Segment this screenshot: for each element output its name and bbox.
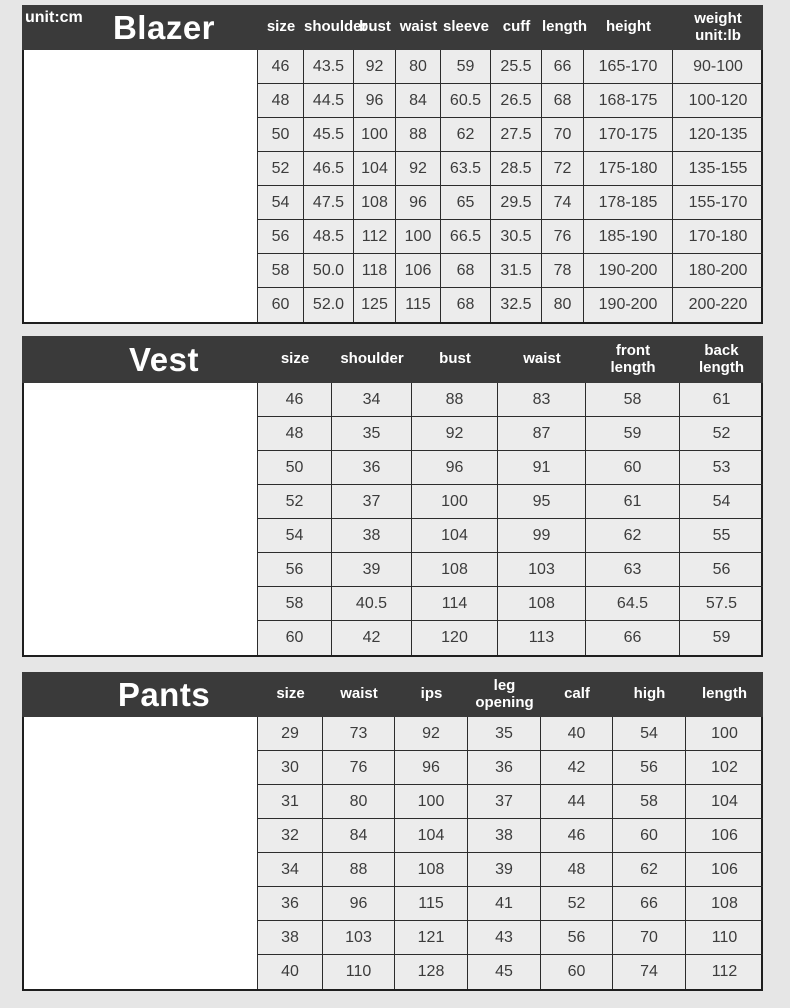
table-cell: 46 xyxy=(541,819,613,852)
table-cell: 114 xyxy=(412,587,498,620)
column-header-sleeve: sleeve xyxy=(443,18,489,36)
table-cell: 57.5 xyxy=(705,594,738,612)
table-cell: 102 xyxy=(711,758,738,776)
table-cell: 84 xyxy=(323,819,395,852)
table-cell: 190-200 xyxy=(584,254,673,287)
table-cell: 120 xyxy=(412,621,498,655)
table-cell: 99 xyxy=(498,519,586,552)
table-cell: 47.5 xyxy=(304,186,354,219)
column-header-cuff: cuff xyxy=(502,18,531,36)
table-row xyxy=(258,955,763,989)
table-row xyxy=(258,717,763,751)
column-header-waist: waist xyxy=(340,685,378,703)
table-cell: 60 xyxy=(258,288,304,322)
table-cell: 52 xyxy=(712,424,731,442)
table-row xyxy=(258,485,763,519)
table-cell: 95 xyxy=(498,485,586,518)
table-cell: 30.5 xyxy=(491,220,542,253)
table-cell: 100 xyxy=(711,724,738,742)
table-cell: 121 xyxy=(395,921,468,954)
table-cell: 36 xyxy=(258,887,323,920)
table-cell: 96 xyxy=(396,186,441,219)
table-cell: 43 xyxy=(468,921,541,954)
table-cell: 28.5 xyxy=(491,152,542,185)
table-cell: 108 xyxy=(412,553,498,586)
table-cell: 100 xyxy=(354,118,396,151)
table-cell: 68 xyxy=(441,288,491,322)
table-cell: 48 xyxy=(541,853,613,886)
table-cell: 83 xyxy=(498,383,586,416)
table-cell: 40 xyxy=(258,955,323,989)
table-cell: 100 xyxy=(412,485,498,518)
product-image-placeholder xyxy=(24,717,258,989)
table-cell: 125 xyxy=(354,288,396,322)
table-header xyxy=(22,5,763,50)
product-image-placeholder xyxy=(24,383,258,655)
table-cell: 48.5 xyxy=(304,220,354,253)
table-cell: 39 xyxy=(332,553,412,586)
table-cell: 100 xyxy=(395,785,468,818)
table-cell: 54 xyxy=(613,717,686,750)
product-image-placeholder xyxy=(24,50,258,322)
table-body xyxy=(258,50,763,322)
table-cell: 100 xyxy=(396,220,441,253)
table-row xyxy=(258,417,763,451)
table-cell: 88 xyxy=(323,853,395,886)
column-header-back: back length xyxy=(699,342,744,376)
table-cell: 135-155 xyxy=(688,159,748,177)
table-row xyxy=(258,383,763,417)
table-cell: 108 xyxy=(711,894,738,912)
table-cell: 48 xyxy=(258,417,332,450)
column-header-size: size xyxy=(276,685,305,703)
table-cell: 56 xyxy=(613,751,686,784)
table-body xyxy=(258,717,763,989)
table-cell: 25.5 xyxy=(491,50,542,83)
table-cell: 60 xyxy=(586,451,680,484)
table-cell: 92 xyxy=(396,152,441,185)
table-title: Blazer xyxy=(112,8,216,46)
table-cell: 60 xyxy=(541,955,613,989)
table-cell: 60.5 xyxy=(441,84,491,117)
table-row xyxy=(258,785,763,819)
column-header-length: length xyxy=(542,18,587,36)
table-cell: 96 xyxy=(412,451,498,484)
table-cell: 80 xyxy=(396,50,441,83)
column-header-length: length xyxy=(702,685,747,703)
table-cell: 104 xyxy=(395,819,468,852)
table-cell: 108 xyxy=(395,853,468,886)
table-cell: 180-200 xyxy=(688,261,748,279)
table-cell: 62 xyxy=(613,853,686,886)
pants-size-table xyxy=(22,672,763,991)
table-cell: 30 xyxy=(258,751,323,784)
column-header-shoulder: shoulder xyxy=(304,18,368,36)
table-cell: 50 xyxy=(258,451,332,484)
table-row xyxy=(258,288,763,322)
table-cell: 29 xyxy=(258,717,323,750)
table-cell: 170-175 xyxy=(584,118,673,151)
table-cell: 73 xyxy=(323,717,395,750)
table-cell: 72 xyxy=(542,152,584,185)
table-cell: 104 xyxy=(354,152,396,185)
table-body-wrap xyxy=(22,717,763,991)
table-row xyxy=(258,553,763,587)
column-header-size: size xyxy=(280,350,310,368)
blazer-size-table xyxy=(22,5,763,324)
table-cell: 39 xyxy=(468,853,541,886)
table-cell: 35 xyxy=(332,417,412,450)
table-row xyxy=(258,186,763,220)
table-cell: 106 xyxy=(396,254,441,287)
table-cell: 200-220 xyxy=(688,296,748,313)
table-cell: 65 xyxy=(441,186,491,219)
table-cell: 53 xyxy=(712,458,731,476)
table-row xyxy=(258,519,763,553)
table-cell: 31 xyxy=(258,785,323,818)
table-cell: 96 xyxy=(354,84,396,117)
table-cell: 96 xyxy=(395,751,468,784)
table-cell: 50.0 xyxy=(304,254,354,287)
table-cell: 63.5 xyxy=(441,152,491,185)
table-cell: 100-120 xyxy=(688,91,748,109)
column-header-waist: waist xyxy=(399,18,438,36)
table-cell: 91 xyxy=(498,451,586,484)
table-cell: 128 xyxy=(395,955,468,989)
table-cell: 88 xyxy=(412,383,498,416)
column-header-front: front length xyxy=(610,342,656,376)
table-cell: 76 xyxy=(542,220,584,253)
table-cell: 35 xyxy=(468,717,541,750)
table-cell: 108 xyxy=(498,587,586,620)
table-cell: 34 xyxy=(332,383,412,416)
table-cell: 185-190 xyxy=(584,220,673,253)
table-cell: 112 xyxy=(354,220,396,253)
table-cell: 62 xyxy=(441,118,491,151)
table-row xyxy=(258,887,763,921)
table-cell: 48 xyxy=(258,84,304,117)
table-cell: 96 xyxy=(323,887,395,920)
table-cell: 106 xyxy=(711,826,738,844)
table-cell: 68 xyxy=(542,84,584,117)
table-cell: 26.5 xyxy=(491,84,542,117)
table-cell: 112 xyxy=(711,963,738,980)
table-cell: 55 xyxy=(712,526,731,544)
table-title: Pants xyxy=(117,675,211,713)
table-cell: 110 xyxy=(323,955,395,989)
table-cell: 59 xyxy=(586,417,680,450)
column-header-size: size xyxy=(266,18,296,36)
table-cell: 175-180 xyxy=(584,152,673,185)
table-cell: 43.5 xyxy=(304,50,354,83)
column-header-height: height xyxy=(606,18,651,36)
table-cell: 115 xyxy=(396,288,441,322)
table-header xyxy=(22,672,763,717)
table-cell: 54 xyxy=(712,492,731,510)
table-cell: 80 xyxy=(323,785,395,818)
table-cell: 61 xyxy=(586,485,680,518)
table-row xyxy=(258,118,763,152)
table-cell: 110 xyxy=(711,928,738,946)
table-cell: 165-170 xyxy=(584,50,673,83)
column-header-bust: bust xyxy=(439,350,471,368)
table-cell: 66 xyxy=(586,621,680,655)
table-cell: 68 xyxy=(441,254,491,287)
column-header-high: high xyxy=(633,685,666,703)
table-cell: 52 xyxy=(258,152,304,185)
table-cell: 168-175 xyxy=(584,84,673,117)
table-row xyxy=(258,921,763,955)
table-cell: 103 xyxy=(498,553,586,586)
table-cell: 58 xyxy=(258,587,332,620)
table-header xyxy=(22,336,763,383)
table-cell: 42 xyxy=(332,621,412,655)
table-cell: 44.5 xyxy=(304,84,354,117)
table-cell: 74 xyxy=(613,955,686,989)
table-cell: 58 xyxy=(613,785,686,818)
table-cell: 36 xyxy=(468,751,541,784)
column-header-calf: calf xyxy=(564,685,590,703)
table-cell: 38 xyxy=(468,819,541,852)
table-cell: 46 xyxy=(258,383,332,416)
table-cell: 59 xyxy=(441,50,491,83)
table-row xyxy=(258,254,763,288)
table-cell: 62 xyxy=(586,519,680,552)
table-cell: 36 xyxy=(332,451,412,484)
table-body xyxy=(258,383,763,655)
table-cell: 58 xyxy=(586,383,680,416)
table-cell: 87 xyxy=(498,417,586,450)
table-body-wrap xyxy=(22,383,763,657)
table-cell: 103 xyxy=(323,921,395,954)
column-header-leg: leg opening xyxy=(475,677,534,711)
table-cell: 56 xyxy=(258,220,304,253)
table-cell: 66 xyxy=(542,50,584,83)
table-row xyxy=(258,853,763,887)
table-cell: 92 xyxy=(412,417,498,450)
table-cell: 113 xyxy=(498,621,586,655)
table-cell: 92 xyxy=(395,717,468,750)
table-cell: 104 xyxy=(412,519,498,552)
unit-label: unit:cm xyxy=(25,9,83,26)
table-cell: 74 xyxy=(542,186,584,219)
table-cell: 37 xyxy=(468,785,541,818)
table-cell: 58 xyxy=(258,254,304,287)
table-cell: 104 xyxy=(711,792,738,810)
table-cell: 70 xyxy=(542,118,584,151)
vest-size-table xyxy=(22,336,763,657)
table-cell: 54 xyxy=(258,186,304,219)
table-cell: 90-100 xyxy=(693,57,743,75)
table-cell: 42 xyxy=(541,751,613,784)
table-cell: 50 xyxy=(258,118,304,151)
table-cell: 60 xyxy=(258,621,332,655)
table-cell: 31.5 xyxy=(491,254,542,287)
table-row xyxy=(258,451,763,485)
table-cell: 170-180 xyxy=(688,227,748,245)
table-cell: 120-135 xyxy=(688,125,748,143)
column-header-bust: bust xyxy=(359,18,391,36)
table-cell: 29.5 xyxy=(491,186,542,219)
table-row xyxy=(258,819,763,853)
table-cell: 45.5 xyxy=(304,118,354,151)
table-row xyxy=(258,751,763,785)
table-cell: 46.5 xyxy=(304,152,354,185)
table-row xyxy=(258,220,763,254)
column-header-weight: weight unit:lb xyxy=(694,10,742,44)
table-cell: 59 xyxy=(712,629,731,646)
column-header-ips: ips xyxy=(420,685,443,703)
table-cell: 61 xyxy=(712,390,731,408)
table-cell: 44 xyxy=(541,785,613,818)
table-row xyxy=(258,152,763,186)
table-body-wrap xyxy=(22,50,763,324)
table-cell: 63 xyxy=(586,553,680,586)
table-cell: 190-200 xyxy=(584,288,673,322)
table-row xyxy=(258,84,763,118)
column-header-shoulder: shoulder xyxy=(340,350,404,368)
table-cell: 106 xyxy=(711,860,738,878)
table-cell: 118 xyxy=(354,254,396,287)
table-cell: 88 xyxy=(396,118,441,151)
table-cell: 54 xyxy=(258,519,332,552)
table-cell: 80 xyxy=(542,288,584,322)
table-cell: 37 xyxy=(332,485,412,518)
table-cell: 84 xyxy=(396,84,441,117)
table-cell: 40 xyxy=(541,717,613,750)
table-cell: 32.5 xyxy=(491,288,542,322)
column-header-waist: waist xyxy=(523,350,561,368)
table-cell: 60 xyxy=(613,819,686,852)
table-cell: 45 xyxy=(468,955,541,989)
table-cell: 115 xyxy=(395,887,468,920)
table-cell: 70 xyxy=(613,921,686,954)
table-cell: 178-185 xyxy=(584,186,673,219)
table-cell: 76 xyxy=(323,751,395,784)
table-cell: 27.5 xyxy=(491,118,542,151)
table-cell: 56 xyxy=(541,921,613,954)
table-cell: 41 xyxy=(468,887,541,920)
table-cell: 92 xyxy=(354,50,396,83)
table-cell: 52.0 xyxy=(304,288,354,322)
table-cell: 155-170 xyxy=(688,193,748,211)
table-cell: 66.5 xyxy=(441,220,491,253)
table-cell: 34 xyxy=(258,853,323,886)
table-cell: 38 xyxy=(332,519,412,552)
table-cell: 56 xyxy=(258,553,332,586)
table-row xyxy=(258,621,763,655)
table-cell: 52 xyxy=(258,485,332,518)
table-cell: 38 xyxy=(258,921,323,954)
table-title: Vest xyxy=(129,340,199,378)
table-cell: 78 xyxy=(542,254,584,287)
table-row xyxy=(258,50,763,84)
table-cell: 46 xyxy=(258,50,304,83)
table-cell: 40.5 xyxy=(332,587,412,620)
table-row xyxy=(258,587,763,621)
table-cell: 32 xyxy=(258,819,323,852)
table-cell: 56 xyxy=(712,560,731,578)
table-cell: 66 xyxy=(613,887,686,920)
table-cell: 64.5 xyxy=(586,587,680,620)
table-cell: 52 xyxy=(541,887,613,920)
table-cell: 108 xyxy=(354,186,396,219)
